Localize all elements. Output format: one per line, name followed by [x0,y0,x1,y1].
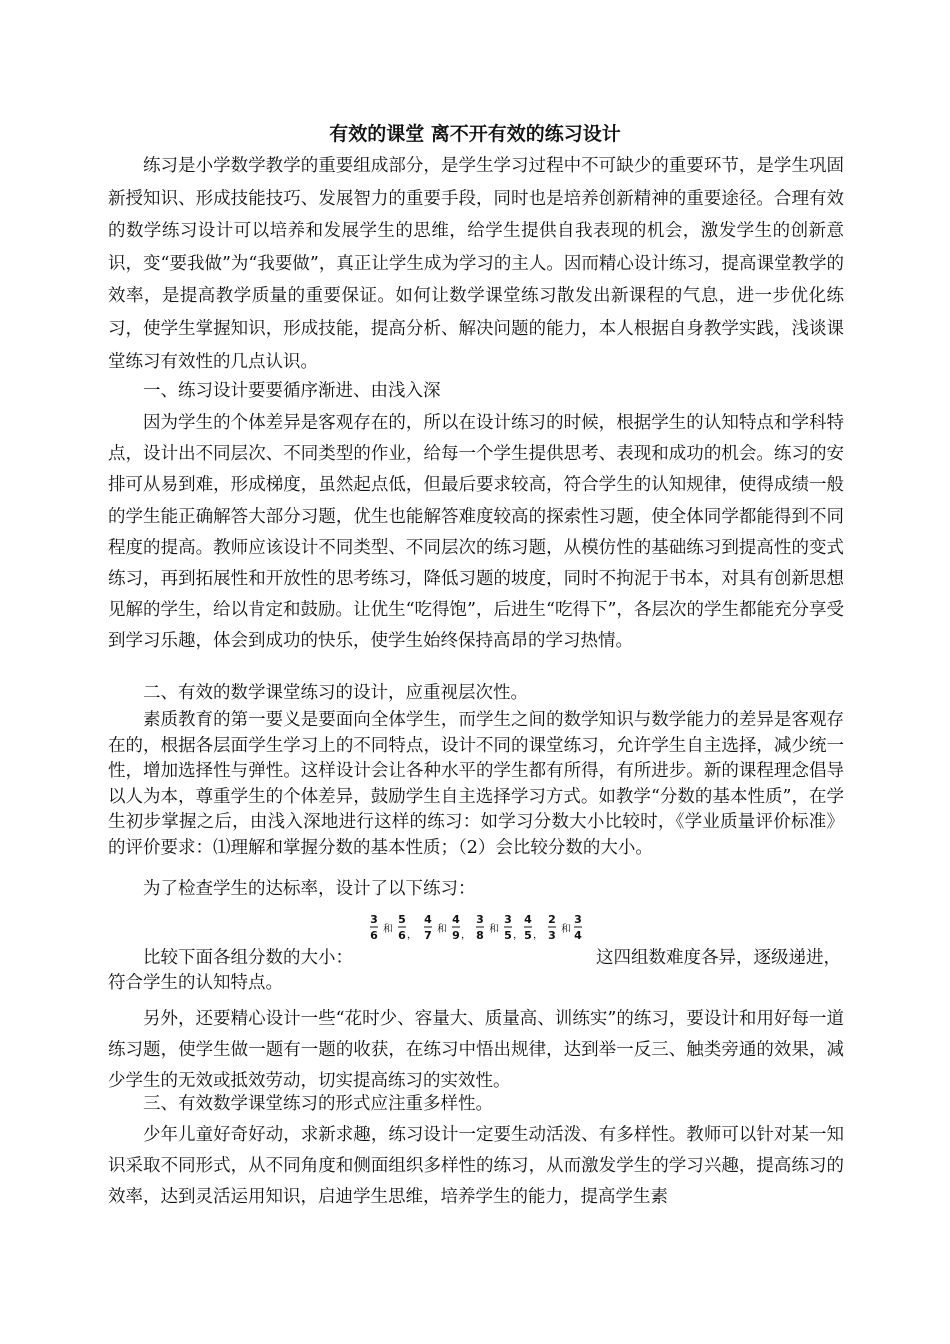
fraction-sep: 和 [383,924,393,935]
section3-paragraph: 少年儿童好奇好动，求新求趣，练习设计一定要生动活泼、有多样性。教师可以针对某一知识采取不同形式，从不同角度和侧面组织多样性的练习，从而激发学生的学习兴趣，提高练习的效率，达到灵活运用知识，启迪学生思维，培养学生的能力，提高学生素 [108,1125,844,1208]
section2-extra-paragraph: 另外，还要精心设计一些“花时少、容量大、质量高、训练实”的练习，要设计和用好每一道练习题，使学生做一题有一题的收获，在练习中悟出规律，达到举一反三、触类旁通的效果，减少学生的无效或抵效劳动，切实提高练习的实效性。 [108,1009,844,1092]
section2-check-line: 为了检查学生的达标率，设计了以下练习： [143,879,476,899]
compare-right-text: 这四组数难度各异，逐级递进， [596,948,841,968]
compare-left-text: 比较下面各组分数的大小： [143,948,353,968]
fraction-digit: 5 [504,929,512,942]
section3-heading: 三、有效数学课堂练习的形式应注重多样性。 [143,1094,493,1114]
fraction-digit: 9 [452,929,460,942]
fraction-sep: 和 [437,924,447,935]
fraction-digit: 4 [524,913,532,926]
fraction-digit: 7 [424,929,432,942]
fraction-digit: 3 [476,913,484,926]
fraction-digit: 3 [548,929,556,942]
fraction-digit: 8 [476,929,484,942]
section1-paragraph: 因为学生的个体差异是客观存在的，所以在设计练习的时候，根据学生的认知特点和学科特点，设计出不同层次、不同类型的作业，给每一个学生提供思考、表现和成功的机会。练习的安排可从易到难，形成梯度，虽然起点低，但最后要求较高，符合学生的认知规律，使得成绩一般的学生能正确解答大部分习题，优生也能解答难度较高的探索性习题，使全体同学都能得到不同程度的提高。教师应该设计不同类型、不同层次的练习题，从模仿性的基础练习到提高性的变式练习，再到拓展性和开放性的思考练习，降低习题的坡度，同时不拘泥于书本，对具有创新思想见解的学生，给以肯定和鼓励。让优生“吃得饱”，后进生“吃得下”，各层次的学生都能充分享受到学习乐趣，体会到成功的快乐，使学生始终保持高昂的学习热情。 [108,413,844,652]
fraction-digit: 6 [370,929,378,942]
fraction-digit: 3 [574,913,582,926]
section1-heading: 一、练习设计要要循序渐进、由浅入深 [143,381,441,401]
fraction-digit: 6 [398,929,406,942]
fraction-digit: 2 [548,913,556,926]
section2-paragraph: 素质教育的第一要义是要面向全体学生，而学生之间的数学知识与数学能力的差异是客观存在的，根据各层面学生学习上的不同特点，设计不同的课堂练习，允许学生自主选择，减少统一性，增加选择性与弹性。这样设计会让各种水平的学生都有所得，有所进步。新的课程理念倡导以人为本，尊重学生的个体差异，鼓励学生自主选择学习方式。如教学“分数的基本性质”，在学生初步掌握之后，由浅入深地进行这样的练习：如学习分数大小比较时，《学业质量评价标准》的评价要求：⑴理解和掌握分数的基本性质；（2）会比较分数的大小。 [108,710,844,858]
fraction-digit: 3 [504,913,512,926]
fraction-digit: 4 [452,913,460,926]
fraction-digit: 3 [370,913,378,926]
fraction-sep: 和 [561,924,571,935]
fraction-sep: ， [513,930,523,941]
intro-paragraph: 练习是小学数学教学的重要组成部分，是学生学习过程中不可缺少的重要环节，是学生巩固新授知识、形成技能技巧、发展智力的重要手段，同时也是培养创新精神的重要途径。合理有效的数学练习设计可以培养和发展学生的思维，给学生提供自我表现的机会，激发学生的创新意识，变“要我做”为“我要做”，真正让学生成为学习的主人。因而精心设计练习，提高课堂教学的效率，是提高教学质量的重要保证。如何让数学课堂练习散发出新课程的气息，进一步优化练习，使学生掌握知识，形成技能，提高分析、解决问题的能力，本人根据自身教学实践，浅谈课堂练习有效性的几点认识。 [108,156,844,372]
fraction-sep: 和 [489,924,499,935]
fraction-digit: 4 [424,913,432,926]
document-title: 有效的课堂 离不开有效的练习设计 [329,123,621,145]
compare-continuation: 符合学生的认知特点。 [108,973,283,993]
fraction-sep: ， [407,930,417,941]
fraction-group-svg [368,908,584,948]
fraction-sep: ， [461,930,471,941]
fraction-digit: 4 [574,929,582,942]
fraction-digit: 5 [398,913,406,926]
fraction-sep: ， [533,930,543,941]
section2-heading: 二、有效的数学课堂练习的设计，应重视层次性。 [143,683,528,703]
fraction-digit: 5 [524,929,532,942]
fraction-comparison-image [368,908,584,948]
